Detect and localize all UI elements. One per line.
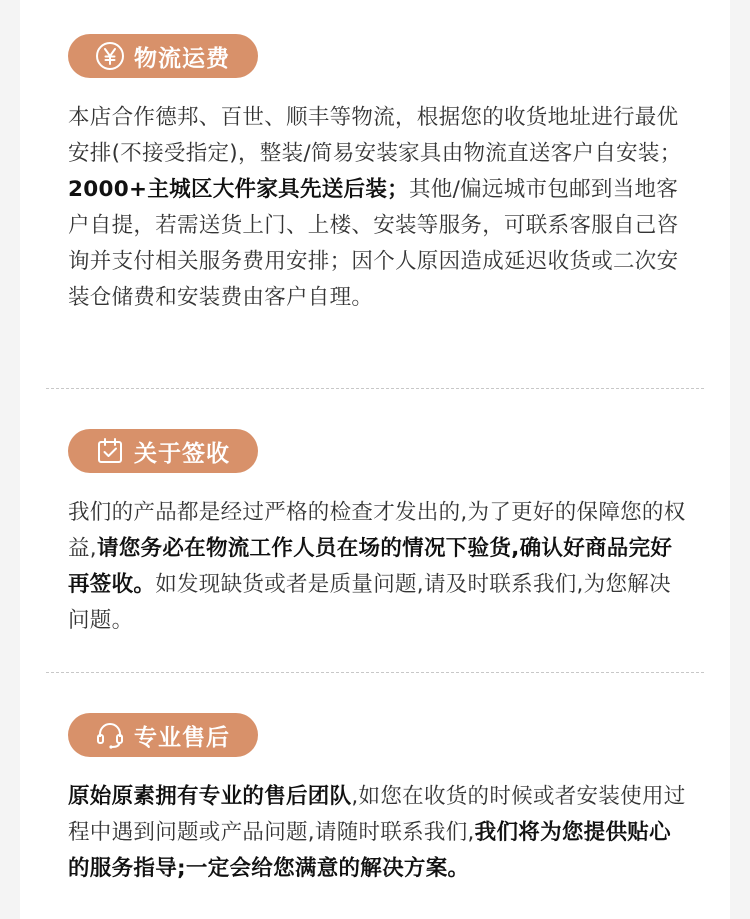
section-title: 物流运费 [134,45,230,72]
section-paragraph-aftersales: 原始原素拥有专业的售后团队,如您在收货的时候或者安装使用过程中遇到问题或产品问题,请随时联系我们,我们将为您提供贴心的服务指导;一定会给您满意的解决方案。 [68,784,686,881]
section-header-logistics [68,34,258,78]
section-paragraph-logistics: 本店合作德邦、百世、顺丰等物流，根据您的收货地址进行最优安排(不接受指定)，整装/简易安装家具由物流直送客户自安装；2000+主城区大件家具先送后装；其他/偏远城市包邮到当地客户自提，若需送货上门、上楼、安装等服务，可联系客服自己咨询并支付相关服务费用安排；因个人原因造成延迟收货或二次安装仓储费和安装费由客户自理。 [68,105,682,310]
section-divider [46,672,704,673]
section-header-aftersales [68,713,258,757]
section-title: 关于签收 [134,440,230,467]
checklist-icon [94,435,126,467]
headset-icon [94,719,126,751]
yen-circle-icon [94,40,126,72]
section-divider [46,388,704,389]
section-title: 专业售后 [134,724,230,751]
section-paragraph-signing: 我们的产品都是经过严格的检查才发出的,为了更好的保障您的权益,请您务必在物流工作人员在场的情况下验货,确认好商品完好再签收。如发现缺货或者是质量问题,请及时联系我们,为您解决问题。 [68,500,686,633]
section-header-signing [68,429,258,473]
